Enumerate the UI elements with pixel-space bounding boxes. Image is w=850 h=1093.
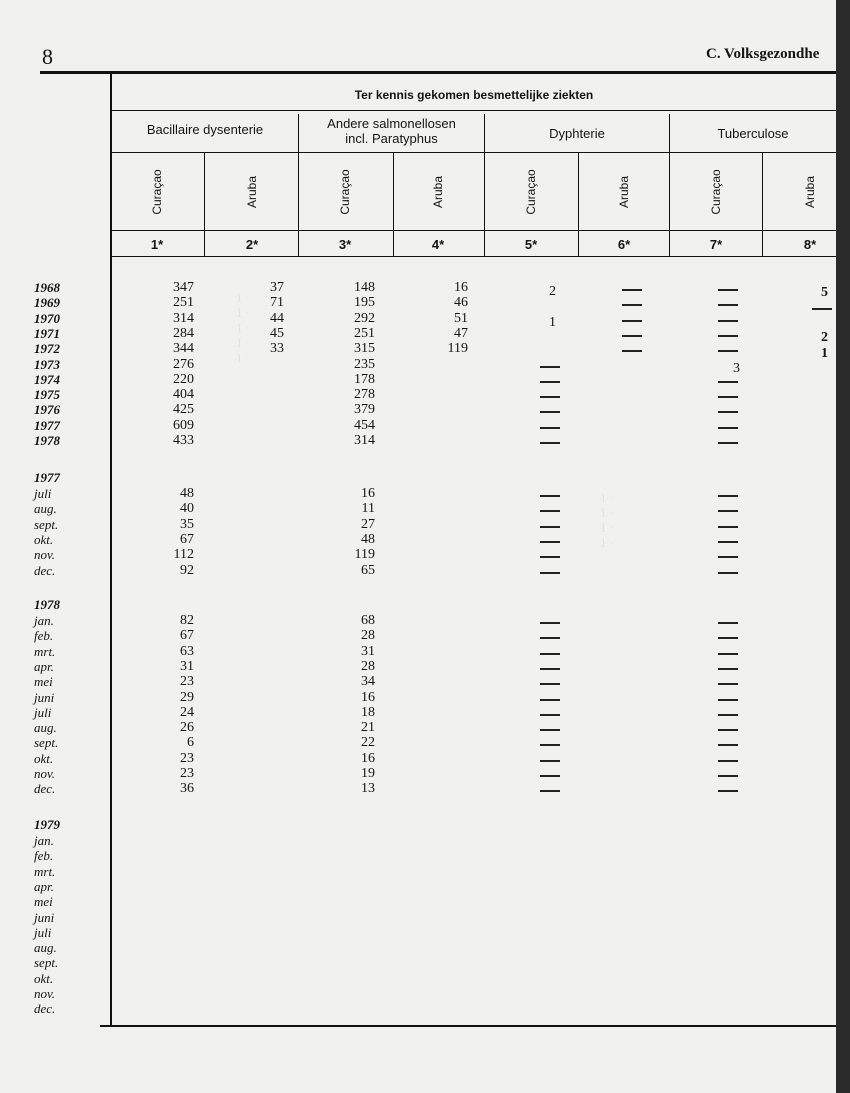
group-header-rule xyxy=(112,152,836,153)
group-header-salmonellosen: Andere salmonellosen incl. Paratyphus xyxy=(327,116,456,146)
row-label-month: sept. xyxy=(34,735,59,751)
cell-col7-dash xyxy=(718,790,738,792)
row-label-month: juni xyxy=(34,909,55,925)
chapter-title: C. Volksgezondhe xyxy=(706,46,820,62)
cell-col1: 23 xyxy=(180,750,194,766)
sub-separator-2 xyxy=(393,152,394,256)
group-header-tuberculose: Tuberculose xyxy=(717,126,789,141)
cell-col1: 63 xyxy=(180,643,194,659)
cell-col2: 37 xyxy=(270,280,284,295)
header-bottom-rule xyxy=(112,256,836,257)
cell-col1: 40 xyxy=(180,501,194,517)
cell-col2: 44 xyxy=(270,310,284,326)
sub-separator-4 xyxy=(762,152,763,256)
cell-col3: 235 xyxy=(354,356,375,372)
cell-col5-dash xyxy=(540,622,560,624)
row-label-month: juli xyxy=(34,924,52,940)
cell-col1: 48 xyxy=(180,486,194,501)
column-number-5: 5* xyxy=(524,237,538,252)
row-label-year: 1977 xyxy=(34,417,60,433)
cell-col3: 11 xyxy=(361,501,375,517)
row-label-year: 1969 xyxy=(34,295,60,311)
cell-col4: 47 xyxy=(454,325,468,341)
column-number-7: 7* xyxy=(709,237,723,252)
cell-col5-dash xyxy=(540,637,560,639)
cell-col1: 35 xyxy=(180,516,194,532)
cell-col5-dash xyxy=(540,366,560,368)
cell-col1: 29 xyxy=(180,689,194,705)
row-label-year: 1971 xyxy=(34,325,60,341)
cell-col5-dash xyxy=(540,729,560,731)
page-edge-shadow xyxy=(836,0,850,1093)
row-label-year: 1977 xyxy=(34,470,60,485)
cell-col1: 24 xyxy=(180,704,194,720)
cell-col1: 23 xyxy=(180,674,194,690)
cell-col3: 21 xyxy=(361,720,375,736)
cell-col6-dash xyxy=(622,335,642,337)
cell-col3: 68 xyxy=(361,613,375,628)
cell-col5-dash xyxy=(540,442,560,444)
row-label-year: 1973 xyxy=(34,356,60,372)
cell-col3: 16 xyxy=(361,750,375,766)
row-label-year: 1976 xyxy=(34,402,60,418)
row-label-month: dec. xyxy=(34,1001,56,1017)
sub-header-col1: Curaçao xyxy=(150,169,164,215)
column-number-8: 8* xyxy=(803,237,817,252)
cell-col5-dash xyxy=(540,572,560,574)
row-label-month: jan. xyxy=(34,833,54,848)
cell-col2: 33 xyxy=(270,341,284,357)
sub-header-col5: Curaçao xyxy=(524,169,538,215)
row-label-year: 1978 xyxy=(34,597,60,612)
cell-col1: 276 xyxy=(173,356,194,372)
cell-col7-dash xyxy=(718,289,738,291)
cell-col3: 18 xyxy=(361,704,375,720)
cell-col7-dash xyxy=(718,683,738,685)
show-through-column: 1 · 1 · 1 · 1 · xyxy=(600,490,615,550)
cell-col3: 178 xyxy=(354,371,375,387)
sub-header-col4: Aruba xyxy=(431,175,445,209)
cell-col7-dash xyxy=(718,637,738,639)
cell-col5-dash xyxy=(540,541,560,543)
label-column-rule xyxy=(110,74,112,1026)
cell-col5-dash xyxy=(540,790,560,792)
cell-col1: 284 xyxy=(173,325,194,341)
cell-col1: 23 xyxy=(180,766,194,781)
cell-col7-dash xyxy=(718,729,738,731)
column-number-6: 6* xyxy=(617,237,631,252)
cell-col3: 13 xyxy=(361,781,375,797)
cell-col3: 454 xyxy=(354,417,375,433)
row-label-month: aug. xyxy=(34,501,57,517)
row-label-month: mei xyxy=(34,894,53,910)
cell-col7-dash xyxy=(718,411,738,413)
sub-separator-1 xyxy=(204,152,205,256)
cell-col3: 65 xyxy=(361,562,375,578)
cell-col3: 27 xyxy=(361,516,375,532)
cell-col5-dash xyxy=(540,510,560,512)
cell-col7-dash xyxy=(718,668,738,670)
cell-col7-dash xyxy=(718,320,738,322)
cell-col7-dash xyxy=(718,526,738,528)
cell-col7-dash xyxy=(718,622,738,624)
sub-header-col2: Aruba xyxy=(245,175,259,209)
cell-col4: 119 xyxy=(447,341,468,357)
cell-col4: 51 xyxy=(454,310,468,326)
cell-col1: 344 xyxy=(173,341,194,357)
cell-col7-dash xyxy=(718,396,738,398)
cell-col1: 67 xyxy=(180,531,194,547)
cell-col7-dash xyxy=(718,350,738,352)
row-label-year: 1974 xyxy=(34,371,60,387)
cell-col5: 1 xyxy=(549,314,556,330)
cell-col5-dash xyxy=(540,760,560,762)
row-label-month: mrt. xyxy=(34,863,56,879)
cell-col1: 112 xyxy=(173,547,194,563)
column-number-2: 2* xyxy=(245,237,259,252)
cell-col1: 433 xyxy=(173,433,194,448)
cell-col7-dash xyxy=(718,335,738,337)
row-label-month: nov. xyxy=(34,986,56,1001)
show-through-column: 1 · 1 · 1 · 1 · 1 · xyxy=(236,290,251,365)
cell-col7-dash xyxy=(718,775,738,777)
row-label-month: aug. xyxy=(34,720,57,736)
cell-col3: 119 xyxy=(354,547,375,563)
sub-separator-3 xyxy=(578,152,579,256)
cell-col1: 6 xyxy=(187,735,194,751)
cell-col1: 251 xyxy=(173,295,194,311)
cell-col3: 148 xyxy=(354,280,375,295)
cell-col6-dash xyxy=(622,320,642,322)
cell-col7-dash xyxy=(718,699,738,701)
row-label-month: sept. xyxy=(34,955,59,971)
row-label-month: feb. xyxy=(34,628,54,644)
cell-col5-dash xyxy=(540,683,560,685)
cell-col2: 71 xyxy=(270,295,284,311)
cell-col3: 315 xyxy=(354,341,375,357)
row-label-month: nov. xyxy=(34,547,56,563)
cell-col3: 28 xyxy=(361,628,375,644)
sub-header-col7: Curaçao xyxy=(709,169,723,215)
cell-col1: 425 xyxy=(173,402,194,418)
cell-col7-dash xyxy=(718,744,738,746)
cell-col3: 278 xyxy=(354,387,375,403)
cell-col6-dash xyxy=(622,304,642,306)
row-label-month: dec. xyxy=(34,781,56,797)
super-header-rule xyxy=(112,110,836,111)
row-label-month: mei xyxy=(34,674,53,690)
row-label-month: feb. xyxy=(34,848,54,864)
cell-col5-dash xyxy=(540,668,560,670)
sub-header-col6: Aruba xyxy=(617,175,631,209)
cell-col5-dash xyxy=(540,411,560,413)
cell-col8-dash xyxy=(812,308,832,310)
cell-col3: 251 xyxy=(354,325,375,341)
group-header-dyphterie: Dyphterie xyxy=(549,126,605,141)
cell-col1: 36 xyxy=(180,781,194,797)
row-label-year: 1975 xyxy=(34,387,60,403)
cell-col3: 195 xyxy=(354,295,375,311)
cell-col7-dash xyxy=(718,653,738,655)
row-label-year: 1968 xyxy=(34,280,60,295)
row-label-month: juni xyxy=(34,689,55,705)
cell-col1: 314 xyxy=(173,310,194,326)
cell-col5-dash xyxy=(540,396,560,398)
row-label-month: jan. xyxy=(34,613,54,628)
row-label-year: 1978 xyxy=(34,433,60,448)
cell-col3: 314 xyxy=(354,433,375,448)
cell-col3: 19 xyxy=(361,766,375,781)
cell-col5-dash xyxy=(540,381,560,383)
cell-col3: 379 xyxy=(354,402,375,418)
cell-col2: 45 xyxy=(270,325,284,341)
cell-col6-dash xyxy=(622,350,642,352)
cell-col5-dash xyxy=(540,495,560,497)
row-label-month: nov. xyxy=(34,766,56,781)
column-number-3: 3* xyxy=(338,237,352,252)
cell-col3: 34 xyxy=(361,674,375,690)
row-label-year: 1970 xyxy=(34,310,60,326)
sub-header-col3: Curaçao xyxy=(338,169,352,215)
cell-col5-dash xyxy=(540,744,560,746)
cell-col3: 16 xyxy=(361,689,375,705)
row-label-month: okt. xyxy=(34,750,54,766)
cell-col7-dash xyxy=(718,304,738,306)
row-label-month: mrt. xyxy=(34,643,56,659)
cell-col5-dash xyxy=(540,699,560,701)
cell-col1: 67 xyxy=(180,628,194,644)
cell-col4: 46 xyxy=(454,295,468,311)
row-label-month: apr. xyxy=(34,658,54,674)
cell-col1: 609 xyxy=(173,417,194,433)
cell-col1: 220 xyxy=(173,371,194,387)
cell-col1: 347 xyxy=(173,280,194,295)
cell-col5-dash xyxy=(540,775,560,777)
cell-col8: 2 xyxy=(821,330,828,345)
cell-col3: 22 xyxy=(361,735,375,751)
column-number-1: 1* xyxy=(150,237,164,252)
row-label-year: 1972 xyxy=(34,341,60,357)
cell-col1: 31 xyxy=(180,658,194,674)
cell-col7-dash xyxy=(718,556,738,558)
cell-col7-dash xyxy=(718,572,738,574)
cell-col3: 16 xyxy=(361,486,375,501)
cell-col1: 26 xyxy=(180,720,194,736)
table-bottom-rule xyxy=(100,1025,836,1027)
row-label-year: 1979 xyxy=(34,817,60,832)
column-number-rule xyxy=(112,230,836,231)
cell-col1: 404 xyxy=(173,387,194,403)
cell-col7-dash xyxy=(718,760,738,762)
cell-col5-dash xyxy=(540,556,560,558)
cell-col6-dash xyxy=(622,289,642,291)
cell-col3: 48 xyxy=(361,531,375,547)
row-label-month: okt. xyxy=(34,970,54,986)
cell-col8: 1 xyxy=(821,346,828,361)
cell-col5-dash xyxy=(540,427,560,429)
cell-col7-dash xyxy=(718,510,738,512)
cell-col5-dash xyxy=(540,653,560,655)
cell-col1: 82 xyxy=(180,613,194,628)
cell-col1: 92 xyxy=(180,562,194,578)
cell-col7-dash xyxy=(718,442,738,444)
page-number: 8 xyxy=(42,44,53,69)
cell-col7-dash xyxy=(718,427,738,429)
table-super-header: Ter kennis gekomen besmettelijke ziekten xyxy=(354,88,594,102)
row-label-month: sept. xyxy=(34,516,59,532)
column-number-4: 4* xyxy=(431,237,445,252)
row-label-month: juli xyxy=(34,704,52,720)
cell-col7: 3 xyxy=(733,360,740,376)
cell-col3: 31 xyxy=(361,643,375,659)
cell-col7-dash xyxy=(718,495,738,497)
row-label-month: aug. xyxy=(34,940,57,956)
group-header-dysenterie: Bacillaire dysenterie xyxy=(146,122,264,137)
row-label-month: apr. xyxy=(34,878,54,894)
cell-col7-dash xyxy=(718,714,738,716)
cell-col4: 16 xyxy=(454,280,468,295)
cell-col5: 2 xyxy=(549,284,556,299)
cell-col3: 292 xyxy=(354,310,375,326)
cell-col3: 28 xyxy=(361,658,375,674)
cell-col8: 5 xyxy=(821,285,828,300)
row-label-month: juli xyxy=(34,486,52,501)
top-rule xyxy=(40,71,836,74)
cell-col5-dash xyxy=(540,714,560,716)
cell-col7-dash xyxy=(718,541,738,543)
sub-header-col8: Aruba xyxy=(803,175,817,209)
row-label-month: okt. xyxy=(34,531,54,547)
cell-col5-dash xyxy=(540,526,560,528)
row-label-month: dec. xyxy=(34,562,56,578)
cell-col7-dash xyxy=(718,381,738,383)
